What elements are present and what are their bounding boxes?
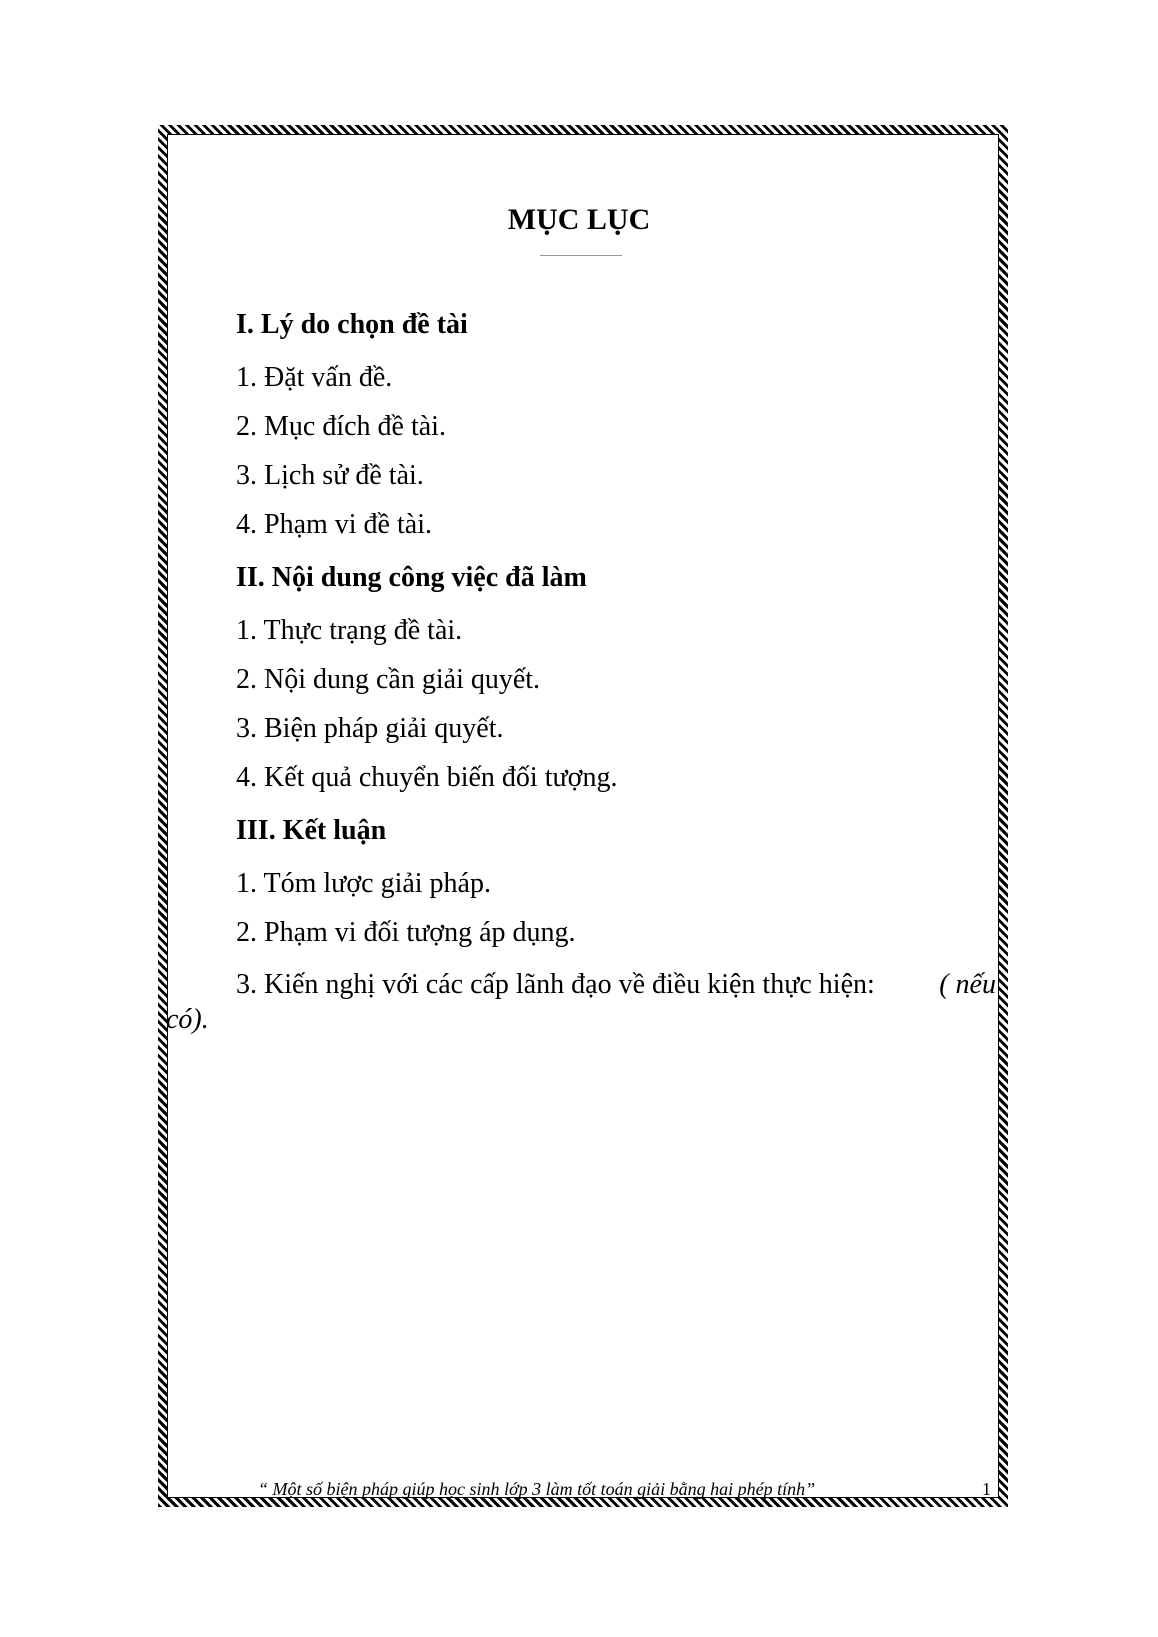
toc-item-final-continuation: có).	[166, 1004, 209, 1035]
toc-heading-1: I. Lý do chọn đề tài	[236, 309, 468, 340]
toc-item-final-note: ( nếu	[939, 969, 996, 1000]
page-title: MỤC LỤC	[507, 203, 651, 236]
toc-item: 1. Thực trạng đề tài.	[236, 615, 463, 646]
toc-item: 2. Mục đích đề tài.	[236, 411, 446, 442]
toc-item: 1. Đặt vấn đề.	[236, 362, 393, 393]
toc-item-final-text: 3. Kiến nghị với các cấp lãnh đạo về điều kiện thực hiện:	[236, 969, 875, 1000]
toc-item: 3. Lịch sử đề tài.	[236, 460, 424, 491]
toc-item-final	[236, 967, 996, 1003]
toc-heading-2: II. Nội dung công việc đã làm	[236, 562, 587, 593]
toc-heading-3: III. Kết luận	[236, 815, 387, 846]
toc-item: 1. Tóm lược giải pháp.	[236, 868, 491, 899]
page-footer: “ Một số biện pháp giúp học sinh lớp 3 làm tốt toán giải bằng hai phép tính”	[258, 1479, 816, 1499]
title-underline	[540, 255, 622, 256]
toc-item: 2. Nội dung cần giải quyết.	[236, 664, 541, 695]
toc-item: 4. Kết quả chuyển biến đối tượng.	[236, 762, 618, 793]
toc-item: 4. Phạm vi đề tài.	[236, 509, 432, 540]
page-number: 1	[982, 1479, 991, 1499]
toc-item: 2. Phạm vi đối tượng áp dụng.	[236, 917, 576, 948]
toc-item: 3. Biện pháp giải quyết.	[236, 713, 504, 744]
